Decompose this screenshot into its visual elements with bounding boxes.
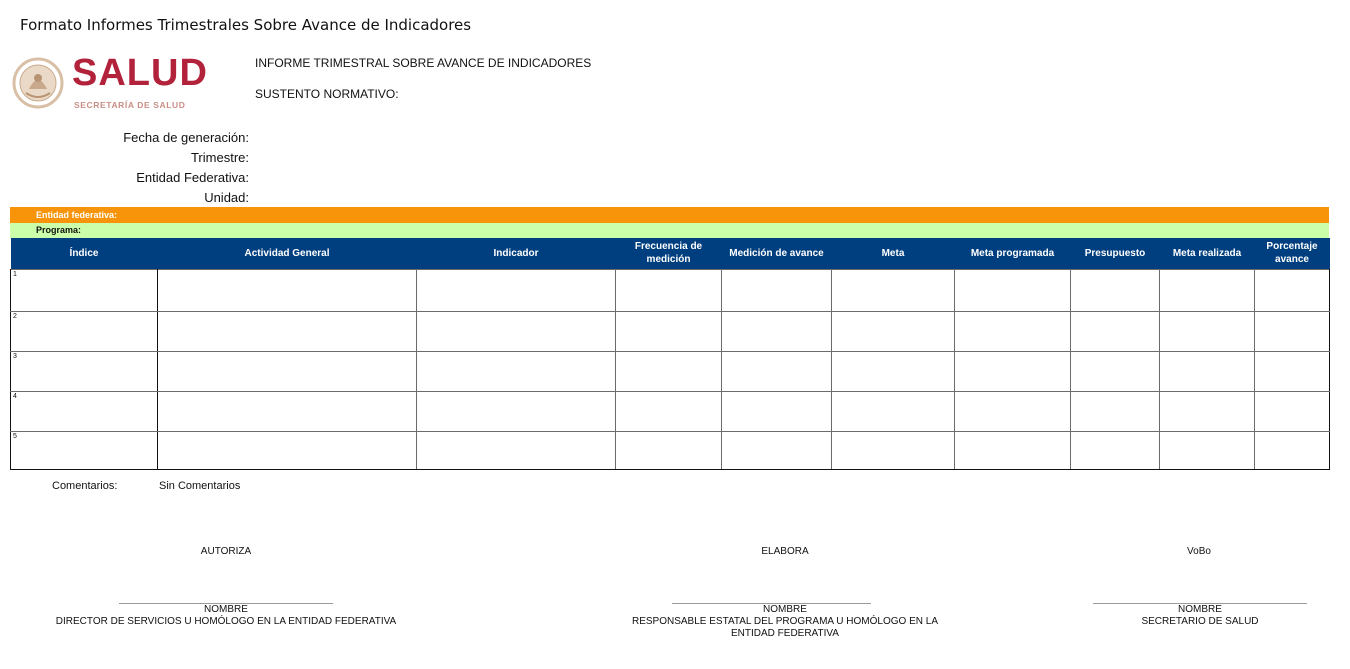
signature-role-approval: VoBo bbox=[1187, 546, 1211, 557]
table-cell bbox=[832, 431, 955, 469]
indicators-table-body bbox=[11, 269, 1330, 469]
table-cell bbox=[616, 311, 722, 351]
table-cell bbox=[417, 269, 616, 311]
federal-entity-label: Entidad Federativa: bbox=[136, 170, 249, 185]
table-cell bbox=[417, 351, 616, 391]
table-cell bbox=[417, 391, 616, 431]
table-cell bbox=[417, 311, 616, 351]
table-header-row bbox=[11, 238, 1330, 269]
column-header-budget: Presupuesto bbox=[1071, 238, 1160, 269]
comments-value: Sin Comentarios bbox=[159, 480, 241, 492]
table-cell bbox=[1071, 431, 1160, 469]
table-cell bbox=[158, 269, 417, 311]
signature-block-prepares bbox=[630, 604, 940, 640]
signature-title: SECRETARIO DE SALUD bbox=[1141, 616, 1259, 627]
signature-block-approval bbox=[1100, 604, 1300, 628]
table-cell bbox=[832, 269, 955, 311]
table-cell bbox=[417, 431, 616, 469]
indicators-table bbox=[10, 238, 1330, 470]
table-cell bbox=[1255, 351, 1330, 391]
logo-wordmark: SALUD bbox=[72, 52, 208, 94]
column-header-progress-percent: Porcentaje avance bbox=[1255, 238, 1330, 269]
quarter-label: Trimestre: bbox=[190, 150, 249, 165]
table-cell bbox=[616, 351, 722, 391]
table-cell bbox=[158, 431, 417, 469]
table-row bbox=[11, 311, 1330, 351]
table-cell bbox=[1160, 431, 1255, 469]
table-row bbox=[11, 391, 1330, 431]
table-cell bbox=[616, 269, 722, 311]
table-cell bbox=[722, 391, 832, 431]
table-cell bbox=[722, 311, 832, 351]
column-header-indicator: Indicador bbox=[417, 238, 616, 269]
table-cell bbox=[1160, 311, 1255, 351]
row-index-cell: 1 bbox=[11, 269, 158, 311]
generation-date-label: Fecha de generación: bbox=[123, 130, 249, 145]
table-cell bbox=[616, 391, 722, 431]
legal-basis-label: SUSTENTO NORMATIVO: bbox=[255, 87, 399, 101]
unit-label: Unidad: bbox=[204, 190, 249, 205]
column-header-achieved-goal: Meta realizada bbox=[1160, 238, 1255, 269]
page-title: Formato Informes Trimestrales Sobre Avance de Indicadores bbox=[20, 16, 472, 34]
row-index-cell: 4 bbox=[11, 391, 158, 431]
signature-title: DIRECTOR DE SERVICIOS U HOMÓLOGO EN LA ENTIDAD FEDERATIVA bbox=[55, 616, 397, 627]
program-bar: Programa: bbox=[10, 223, 1329, 238]
table-cell bbox=[1255, 391, 1330, 431]
table-cell bbox=[722, 269, 832, 311]
column-header-index: Índice bbox=[11, 238, 158, 269]
signature-name: NOMBRE bbox=[1178, 604, 1222, 615]
table-row bbox=[11, 431, 1330, 469]
table-cell bbox=[158, 351, 417, 391]
table-cell bbox=[955, 269, 1071, 311]
signature-role-prepares: ELABORA bbox=[761, 546, 809, 557]
table-cell bbox=[1071, 311, 1160, 351]
table-cell bbox=[832, 391, 955, 431]
table-cell bbox=[722, 351, 832, 391]
table-cell bbox=[955, 431, 1071, 469]
table-row bbox=[11, 351, 1330, 391]
table-cell bbox=[1255, 431, 1330, 469]
table-cell bbox=[1071, 269, 1160, 311]
table-cell bbox=[955, 391, 1071, 431]
entity-bar: Entidad federativa: bbox=[10, 207, 1329, 223]
table-cell bbox=[722, 431, 832, 469]
signature-title: RESPONSABLE ESTATAL DEL PROGRAMA U HOMÓLOGO EN LA ENTIDAD FEDERATIVA bbox=[631, 616, 938, 639]
table-cell bbox=[1160, 351, 1255, 391]
table-cell bbox=[158, 391, 417, 431]
table-cell bbox=[1160, 391, 1255, 431]
table-cell bbox=[1071, 351, 1160, 391]
table-cell bbox=[955, 351, 1071, 391]
report-heading: INFORME TRIMESTRAL SOBRE AVANCE DE INDICADORES bbox=[255, 56, 592, 70]
row-index-cell: 3 bbox=[11, 351, 158, 391]
table-cell bbox=[955, 311, 1071, 351]
column-header-frequency: Frecuencia de medición bbox=[616, 238, 722, 269]
column-header-planned-goal: Meta programada bbox=[955, 238, 1071, 269]
table-cell bbox=[832, 311, 955, 351]
table-cell bbox=[1255, 269, 1330, 311]
report-meta-labels bbox=[20, 130, 249, 210]
national-seal-icon bbox=[12, 53, 64, 113]
table-cell bbox=[1255, 311, 1330, 351]
column-header-progress-measure: Medición de avance bbox=[722, 238, 832, 269]
signature-block-authorizes bbox=[40, 604, 412, 628]
column-header-general-activity: Actividad General bbox=[158, 238, 417, 269]
column-header-goal: Meta bbox=[832, 238, 955, 269]
table-cell bbox=[616, 431, 722, 469]
table-cell bbox=[832, 351, 955, 391]
table-cell bbox=[1160, 269, 1255, 311]
row-index-cell: 2 bbox=[11, 311, 158, 351]
signature-name: NOMBRE bbox=[763, 604, 807, 615]
row-index-cell: 5 bbox=[11, 431, 158, 469]
table-row bbox=[11, 269, 1330, 311]
signature-name: NOMBRE bbox=[204, 604, 248, 615]
logo-subtitle: SECRETARÍA DE SALUD bbox=[74, 100, 186, 110]
salud-logo bbox=[12, 53, 212, 115]
signature-role-authorizes: AUTORIZA bbox=[200, 546, 252, 557]
comments-label: Comentarios: bbox=[52, 480, 118, 492]
table-cell bbox=[158, 311, 417, 351]
table-cell bbox=[1071, 391, 1160, 431]
